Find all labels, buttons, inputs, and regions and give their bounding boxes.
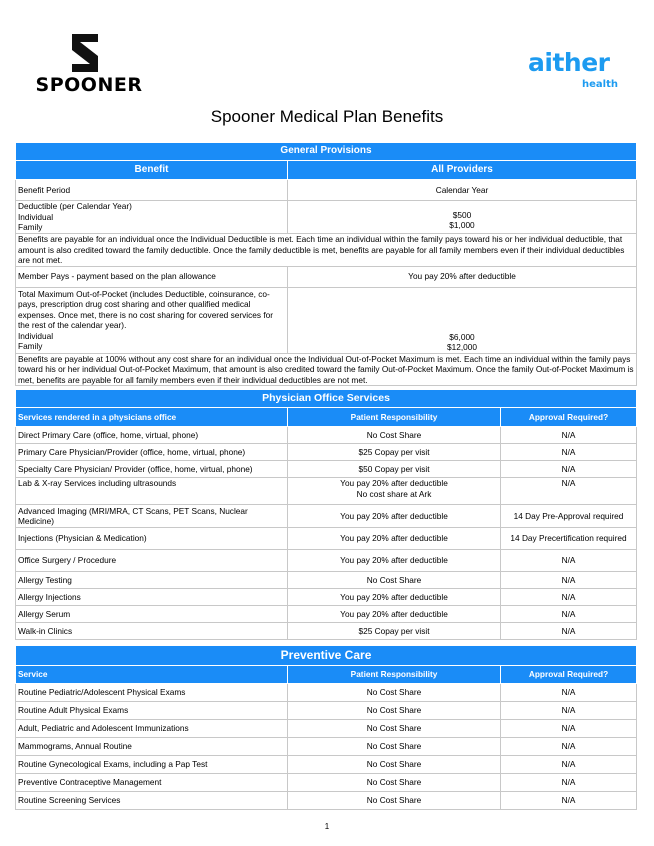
oop-family-value: $12,000 [447,342,477,352]
physician-services-table [15,389,637,640]
approval-cell: N/A [501,738,637,756]
table-row [16,738,637,756]
service-cell: Allergy Serum [16,606,288,623]
service-cell: Specialty Care Physician/ Provider (office, home, virtual, phone) [16,461,288,478]
service-cell: Mammograms, Annual Routine [16,738,288,756]
deductible-value-cell [288,201,637,234]
responsibility-line: You pay 20% after deductible [340,478,448,488]
responsibility-cell: $50 Copay per visit [288,461,501,478]
approval-cell: N/A [501,550,637,572]
page-title: Spooner Medical Plan Benefits [210,107,444,126]
general-provisions-table [15,142,637,386]
table-row [16,589,637,606]
responsibility-cell: No Cost Share [288,756,501,774]
responsibility-cell: No Cost Share [288,572,501,589]
table-row [16,792,637,810]
deductible-family-label: Family [18,222,43,233]
responsibility-cell: $25 Copay per visit [288,444,501,461]
service-cell: Allergy Injections [16,589,288,606]
col-approval-header: Approval Required? [501,666,637,684]
table-row [16,478,637,505]
table-row [16,684,637,702]
deductible-individual-value: $500 [452,209,472,220]
service-cell: Advanced Imaging (MRI/MRA, CT Scans, PET Scans, Nuclear Medicine) [16,505,288,528]
responsibility-cell: No Cost Share [288,738,501,756]
table-row [16,461,637,478]
oop-label-cell [16,287,288,353]
aither-logo [528,48,620,92]
table-row [16,623,637,640]
oop-label: Total Maximum Out-of-Pocket (includes Deductible, coinsurance, co-pays, prescription drug cost sharing and other qualified medical expenses. Once met, there is no cost sharing for covered services for the rest of the calendar year). [18,288,274,330]
oop-family-label: Family [18,341,43,351]
oop-individual-label: Individual [18,330,54,341]
oop-value-cell [288,287,637,353]
table-row [16,606,637,623]
approval-cell: N/A [501,572,637,589]
responsibility-cell: You pay 20% after deductible [288,505,501,528]
table-row [16,756,637,774]
service-cell: Routine Adult Physical Exams [16,702,288,720]
approval-cell: 14 Day Pre-Approval required [501,505,637,528]
deductible-family-value: $1,000 [449,220,475,230]
approval-cell: N/A [501,623,637,640]
spooner-s-icon [66,34,104,72]
page-number: 1 [324,822,330,831]
table-row [16,702,637,720]
responsibility-cell: No Cost Share [288,702,501,720]
approval-cell: N/A [501,461,637,478]
col-benefit-header: Benefit [16,161,288,180]
responsibility-cell: You pay 20% after deductible [288,589,501,606]
service-cell: Routine Screening Services [16,792,288,810]
section-title-general: General Provisions [16,143,637,161]
service-cell: Primary Care Physician/Provider (office, home, virtual, phone) [16,444,288,461]
col-all-providers-header: All Providers [288,161,637,180]
member-pays-value: You pay 20% after deductible [288,266,637,287]
responsibility-cell: No Cost Share [288,427,501,444]
preventive-care-table [15,645,637,810]
spooner-logo-text: SPOONER [35,74,143,96]
responsibility-cell [288,478,501,505]
service-cell: Preventive Contraceptive Management [16,774,288,792]
responsibility-cell: No Cost Share [288,792,501,810]
col-approval-header: Approval Required? [501,408,637,427]
table-row [16,505,637,528]
approval-cell: 14 Day Precertification required [501,528,637,550]
service-cell: Walk-in Clinics [16,623,288,640]
deductible-individual-label: Individual [18,211,54,222]
oop-note: Benefits are payable at 100% without any cost share for an individual once the Individual Out-of-Pocket Maximum is met. Each time an individual within the family pays toward his or her individual Out-of-Pocket Maximum, that amount is also credited toward the family Out-of-Pocket Maximum. Once the family Out-of-Pocket Maximum is met, benefits are payable for all family members even if their individual deductibles are not met. [16,353,637,386]
deductible-label: Deductible (per Calendar Year) [18,201,132,212]
approval-cell: N/A [501,684,637,702]
approval-cell: N/A [501,720,637,738]
table-row [16,720,637,738]
col-service-header: Service [16,666,288,684]
oop-individual-value: $6,000 [449,331,475,342]
service-cell: Adult, Pediatric and Adolescent Immunizations [16,720,288,738]
responsibility-cell: No Cost Share [288,720,501,738]
section-title-physician: Physician Office Services [16,390,637,408]
benefit-period-value: Calendar Year [288,180,637,201]
table-row [16,550,637,572]
service-cell: Allergy Testing [16,572,288,589]
responsibility-cell: You pay 20% after deductible [288,528,501,550]
service-cell: Lab & X-ray Services including ultrasounds [16,478,288,505]
approval-cell: N/A [501,774,637,792]
responsibility-cell: No Cost Share [288,774,501,792]
service-cell: Office Surgery / Procedure [16,550,288,572]
responsibility-line-2: No cost share at Ark [356,488,432,499]
approval-cell: N/A [501,702,637,720]
responsibility-cell: You pay 20% after deductible [288,606,501,623]
member-pays-label: Member Pays - payment based on the plan allowance [16,266,288,287]
service-cell: Routine Gynecological Exams, including a Pap Test [16,756,288,774]
approval-cell: N/A [501,427,637,444]
responsibility-cell: $25 Copay per visit [288,623,501,640]
deductible-label-cell [16,201,288,234]
service-cell: Injections (Physician & Medication) [16,528,288,550]
approval-cell: N/A [501,756,637,774]
approval-cell: N/A [501,606,637,623]
aither-logo-text: aither [528,48,610,77]
table-row [16,774,637,792]
approval-cell: N/A [501,478,637,505]
approval-cell: N/A [501,589,637,606]
table-row [16,427,637,444]
approval-cell: N/A [501,444,637,461]
section-title-preventive: Preventive Care [16,646,637,666]
col-responsibility-header: Patient Responsibility [288,408,501,427]
col-service-header: Services rendered in a physicians office [16,408,288,427]
table-row [16,528,637,550]
spooner-logo [34,34,144,96]
deductible-note: Benefits are payable for an individual once the Individual Deductible is met. Each time an individual within the family pays toward his or her individual deductible, that amount is also credited toward the family deductible. Once the family deductible is met, benefits are payable for all family members even if their individual deductibles are not met. [16,234,637,267]
approval-cell: N/A [501,792,637,810]
aither-logo-sub: health [582,79,618,90]
service-cell: Direct Primary Care (office, home, virtual, phone) [16,427,288,444]
responsibility-cell: No Cost Share [288,684,501,702]
table-row [16,572,637,589]
benefit-period-label: Benefit Period [16,180,288,201]
service-cell: Routine Pediatric/Adolescent Physical Exams [16,684,288,702]
table-row [16,444,637,461]
responsibility-cell: You pay 20% after deductible [288,550,501,572]
col-responsibility-header: Patient Responsibility [288,666,501,684]
